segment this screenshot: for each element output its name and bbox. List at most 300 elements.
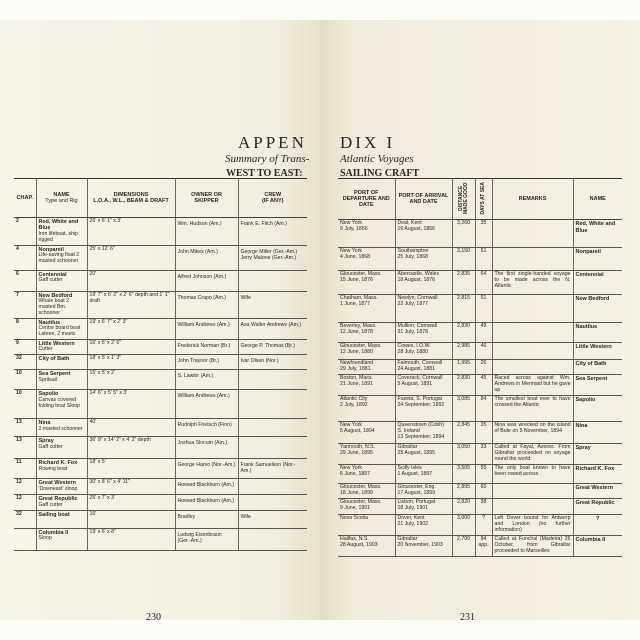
table-row (14, 419, 307, 437)
name-cell (36, 218, 87, 246)
name-cell (36, 437, 87, 459)
boat-name: City of Bath (38, 356, 70, 363)
departure-cell (338, 295, 395, 323)
column-header (238, 179, 307, 218)
chapter-cell (14, 528, 36, 550)
crew-cell (238, 270, 307, 291)
table-row (338, 375, 622, 396)
chapter-cell: 10 (14, 390, 36, 419)
dimensions-cell: 15' x 5' x 2' (87, 370, 175, 390)
chapter-cell: 8 (14, 318, 36, 339)
table-row (14, 510, 307, 528)
distance-cell: 2,835 (452, 271, 475, 295)
name-cell: Richard K. Fox (573, 465, 622, 484)
table-row (338, 536, 622, 557)
boat-type: Gaff cutter (38, 443, 63, 450)
name-cell (36, 370, 87, 390)
chapter-cell: 32 (14, 355, 36, 370)
table-row (338, 220, 622, 248)
table-row (14, 479, 307, 495)
days-cell: 51 (475, 295, 492, 323)
table-row (338, 396, 622, 422)
departure-date: 15 June, 1876 (340, 277, 373, 284)
crew-cell (238, 370, 307, 390)
remarks-cell: Left Dover bound for Antwerp and London (no further information) (492, 515, 573, 536)
column-header (338, 179, 395, 220)
boat-name: Little Western (38, 341, 75, 348)
column-title: OWNER OR (191, 191, 222, 198)
crew-cell: Frank E. Fitch (Am.) (238, 218, 307, 246)
dimensions-cell: 18' x 5' x 1' 3" (87, 355, 175, 370)
distance-cell: 3,260 (452, 220, 475, 248)
departure-port: Atlantic City (340, 396, 368, 403)
departure-date: 4 June, 1868 (340, 254, 370, 261)
departure-port: Gloucester, Mass. (340, 271, 382, 278)
name-cell: Red, White and Blue (573, 220, 622, 248)
arrival-date: 17 August, 1899 (397, 490, 435, 497)
table-row (14, 291, 307, 318)
days-cell: 35 (475, 422, 492, 444)
chapter-cell: 11 (14, 459, 36, 479)
distance-cell: 2,815 (452, 295, 475, 323)
departure-port: New York (340, 422, 362, 429)
voyages-table (338, 178, 622, 557)
crew-cell: Wife (238, 291, 307, 318)
departure-cell (338, 499, 395, 515)
column-header (573, 179, 622, 220)
boat-name: Great Western (38, 480, 76, 487)
name-cell: Little Western (573, 343, 622, 360)
column-header (475, 179, 492, 220)
arrival-port: Gibraltar (397, 536, 418, 543)
table-row (338, 271, 622, 295)
name-cell: Sapolio (573, 396, 622, 422)
arrival-date: 1 August, 1897 (397, 471, 433, 478)
owner-cell: William Andrews (Am.) (175, 390, 238, 419)
days-cell: 45 (475, 375, 492, 396)
departure-port: Boston, Mass. (340, 375, 373, 382)
crew-cell: Ivar Olsen (Nor.) (238, 355, 307, 370)
crew-cell (238, 419, 307, 437)
chapter-cell: 9 (14, 340, 36, 355)
crew-cell (238, 479, 307, 495)
column-title: REMARKS (518, 196, 547, 202)
departure-cell (338, 444, 395, 465)
table-row (14, 270, 307, 291)
departure-port: New York (340, 220, 362, 227)
dimensions-cell: 19' x 6' 7" x 2' 3" (87, 318, 175, 339)
crew-cell (238, 528, 307, 550)
arrival-cell (395, 343, 452, 360)
table-row (338, 248, 622, 271)
arrival-date: 28 July, 1880 (397, 349, 428, 356)
owner-cell: Wm. Hudson (Am.) (175, 218, 238, 246)
crew-cell: Wife (238, 510, 307, 528)
boat-name: Richard K. Fox (38, 460, 78, 467)
name-cell: Centennial (573, 271, 622, 295)
departure-port: New York (340, 248, 362, 255)
departure-date: 28 August, 1903 (340, 542, 378, 548)
column-title: DAYS AT SEA (480, 181, 486, 215)
dimensions-cell: 16' x 6' x 2' 6" (87, 340, 175, 355)
arrival-port: Gloucester, Eng. (397, 484, 436, 491)
boat-name: New Bedford (38, 292, 73, 299)
arrival-cell (395, 515, 452, 536)
chapter-cell: 13 (14, 419, 36, 437)
departure-port: Halifax, N.S. (340, 536, 369, 543)
owner-cell: John Traynor (Br.) (175, 355, 238, 370)
page-subheading: Atlantic Voyages (340, 153, 414, 165)
name-cell (36, 291, 87, 318)
boat-type: Centre board boat Lateen, 2 masts (38, 325, 81, 338)
arrival-port: Dover, Kent (397, 515, 425, 522)
boat-name: Spray (38, 438, 54, 445)
column-header (87, 179, 175, 218)
arrival-port: Scilly Isles (397, 465, 422, 472)
arrival-cell (395, 295, 452, 323)
arrival-cell (395, 271, 452, 295)
boat-type: Canvas covered folding boat Sloop (38, 396, 81, 409)
owner-cell: Rudolph Frietsch (Finn) (175, 419, 238, 437)
owner-cell: Howard Blackburn (Am.) (175, 479, 238, 495)
name-cell (36, 510, 87, 528)
departure-cell (338, 515, 395, 536)
arrival-date: 24 September, 1892 (397, 402, 445, 409)
owner-cell: Alfred Johnson (Am.) (175, 270, 238, 291)
remarks-cell (492, 484, 573, 499)
departure-cell (338, 396, 395, 422)
page-number: 230 (146, 612, 161, 623)
remarks-cell: The smallest boat ever to have crossed the Atlantic (492, 396, 573, 422)
dimensions-cell: 36' 9" x 14' 2" x 4' 2" depth (87, 437, 175, 459)
boat-name: Nautilus (38, 319, 61, 326)
arrival-cell (395, 220, 452, 248)
column-title: DIMENSIONS (113, 191, 149, 198)
departure-cell (338, 360, 395, 375)
remarks-cell (492, 295, 573, 323)
owner-cell: George Harvo (Nor.-Am.) (175, 459, 238, 479)
column-header (36, 179, 87, 218)
distance-cell: 2,985 (452, 343, 475, 360)
column-subtitle: SKIPPER (194, 198, 219, 204)
table-row (14, 318, 307, 339)
page-subheading: Summary of Trans- (225, 153, 310, 165)
table-row (14, 528, 307, 550)
departure-date: 29 June, 1895 (340, 450, 373, 457)
dimensions-cell: 40' (87, 419, 175, 437)
crew-cell (238, 495, 307, 510)
arrival-date: 20 November, 1903 (397, 542, 443, 548)
dimensions-cell: 25' x 12' 6" (87, 245, 175, 270)
departure-port: New York (340, 465, 362, 472)
arrival-cell (395, 396, 452, 422)
arrival-date: 25 August, 1895 (397, 450, 435, 457)
column-subtitle: L.O.A., W.L., BEAM & DRAFT (93, 198, 169, 204)
page-heading: APPEN (238, 133, 307, 152)
column-header (395, 179, 452, 220)
column-title: PORT OF DEPARTURE AND DATE (342, 189, 390, 209)
departure-cell (338, 343, 395, 360)
days-cell: 51 (475, 248, 492, 271)
distance-cell: 3,000 (452, 515, 475, 536)
departure-cell (338, 323, 395, 343)
owner-cell: Joshua Slocum (Am.) (175, 437, 238, 459)
boat-type: Gaff cutter (38, 276, 63, 283)
chapter-cell: 2 (14, 218, 36, 246)
departure-date: 29 July, 1881 (340, 366, 371, 373)
departure-port: Nova Scotia (340, 515, 368, 522)
table-row (14, 355, 307, 370)
name-cell (36, 270, 87, 291)
days-cell: 60 (475, 484, 492, 499)
boat-name: Centennial (38, 271, 67, 278)
distance-cell: 3,085 (452, 396, 475, 422)
boats-table (14, 178, 307, 551)
name-cell: ? (573, 515, 622, 536)
table-row (14, 495, 307, 510)
departure-port: Gloucester, Mass. (340, 484, 382, 491)
crew-cell: George Miller (Ger.-Am.) Jerry Malone (Ger.-Am.) (238, 245, 307, 270)
column-subtitle: Type and Rig (45, 198, 78, 204)
section-title: WEST TO EAST: (226, 168, 303, 179)
boat-type: 'Downeast' sloop (38, 485, 78, 492)
table-row (338, 515, 622, 536)
arrival-date: 16 August, 1866 (397, 226, 435, 233)
name-cell (36, 459, 87, 479)
arrival-cell (395, 484, 452, 499)
table-row (14, 390, 307, 419)
arrival-cell (395, 536, 452, 557)
remarks-cell (492, 248, 573, 271)
table-row (338, 343, 622, 360)
owner-cell: S. Lawlor (Am.) (175, 370, 238, 390)
distance-cell: 2,700 (452, 536, 475, 557)
departure-cell (338, 220, 395, 248)
departure-cell (338, 422, 395, 444)
boat-type: Spritsail (38, 376, 57, 383)
days-cell: 26 (475, 360, 492, 375)
remarks-cell (492, 499, 573, 515)
column-header (452, 179, 475, 220)
remarks-cell (492, 360, 573, 375)
table-row (338, 499, 622, 515)
arrival-date: 13 September, 1894 (397, 434, 445, 441)
days-cell: 46 (475, 343, 492, 360)
remarks-cell: The first single-handed voyage to be made across the N. Atlantic (492, 271, 573, 295)
column-subtitle: (IF ANY) (262, 198, 284, 204)
table-row (14, 340, 307, 355)
arrival-port: Cowes, I.O.W. (397, 343, 431, 350)
departure-date: 21 June, 1891 (340, 381, 373, 388)
arrival-date: 5 August, 1891 (397, 381, 433, 388)
boat-name: Sapolio (38, 391, 59, 398)
owner-cell: John Mikes (Am.) (175, 245, 238, 270)
name-cell (36, 355, 87, 370)
arrival-port: Abercastle, Wales (397, 271, 440, 278)
boat-type: Whale boat 2 masted Bm. schooner (38, 297, 70, 316)
table-row (338, 465, 622, 484)
departure-cell (338, 465, 395, 484)
boat-type: Life-saving float 2 masted schooner (38, 251, 80, 264)
owner-cell: Ludwig Eisenbraun (Ger.-Am.) (175, 528, 238, 550)
arrival-port: Lisbon, Portugal (397, 499, 435, 506)
name-cell: Sea Serpent (573, 375, 622, 396)
days-cell: ? (475, 515, 492, 536)
column-title: CHAP. (16, 194, 33, 201)
arrival-port: Coverack, Cornwall (397, 375, 443, 382)
days-cell: 55 (475, 465, 492, 484)
arrival-port: Falmouth, Cornwall (397, 360, 443, 367)
departure-date: 2 July, 1892 (340, 402, 368, 409)
chapter-cell: 10 (14, 370, 36, 390)
table-row (338, 360, 622, 375)
boat-type: Gaff cutter (38, 501, 63, 508)
table-row (14, 437, 307, 459)
departure-date: 1 June, 1877 (340, 301, 370, 308)
dimensions-cell: 19' x 6' x 8" (87, 528, 175, 550)
arrival-port: Southampton (397, 248, 429, 255)
crew-cell (238, 390, 307, 419)
column-header (14, 179, 36, 218)
distance-cell: 2,845 (452, 422, 475, 444)
arrival-cell (395, 360, 452, 375)
table-row (338, 295, 622, 323)
departure-port: Newfoundland (340, 360, 374, 367)
departure-cell (338, 271, 395, 295)
boat-name: Columbia II (38, 529, 69, 536)
table-row (14, 370, 307, 390)
table-row (14, 245, 307, 270)
departure-cell (338, 536, 395, 557)
arrival-cell (395, 422, 452, 444)
arrival-cell (395, 444, 452, 465)
name-cell (36, 495, 87, 510)
arrival-date: 18 July, 1901 (397, 505, 428, 512)
page-number: 231 (460, 612, 475, 623)
remarks-cell (492, 343, 573, 360)
days-cell: 49 (475, 323, 492, 343)
arrival-port: Queenstown (Cobh) S. Ireland (397, 422, 444, 435)
table-row (338, 444, 622, 465)
owner-cell: Bradley (175, 510, 238, 528)
departure-port: Chatham, Mass. (340, 295, 378, 302)
departure-date: 12 June, 1878 (340, 329, 373, 336)
departure-date: 9 July, 1866 (340, 226, 368, 233)
remarks-cell: Called at Funchal (Madeira) 26 October, from Gibraltar proceeded to Marseilles (492, 536, 573, 557)
arrival-date: 25 July, 1868 (397, 254, 428, 261)
days-cell: 84 (475, 396, 492, 422)
distance-cell: 3,505 (452, 465, 475, 484)
name-cell (36, 419, 87, 437)
dimensions-cell: 30' x 8' 6" x 4' 11" (87, 479, 175, 495)
dimensions-cell: 16' (87, 510, 175, 528)
days-cell: 33 (475, 444, 492, 465)
boat-name: Red, White and Blue (38, 219, 79, 232)
distance-cell: 3,050 (452, 444, 475, 465)
arrival-cell (395, 465, 452, 484)
boat-name: Nina (38, 420, 51, 427)
remarks-cell: The only boat known to have been rowed across (492, 465, 573, 484)
owner-cell: Howard Blackburn (Am.) (175, 495, 238, 510)
right-page (320, 20, 640, 623)
name-cell: Columbia II (573, 536, 622, 557)
name-cell (36, 340, 87, 355)
column-title: DISTANCE MADE GOOD (457, 182, 469, 214)
crew-cell (238, 437, 307, 459)
name-cell: New Bedford (573, 295, 622, 323)
arrival-date: 18 August, 1876 (397, 277, 435, 284)
arrival-cell (395, 323, 452, 343)
dimensions-cell: 26' x 6' 1" x 3' (87, 218, 175, 246)
departure-port: Gloucester, Mass. (340, 343, 382, 350)
chapter-cell: 12 (14, 495, 36, 510)
boat-name: Great Republic (38, 496, 78, 503)
name-cell: Nautilus (573, 323, 622, 343)
departure-cell (338, 375, 395, 396)
boat-name: Sea Serpent (38, 371, 71, 378)
chapter-cell: 4 (14, 245, 36, 270)
arrival-cell (395, 499, 452, 515)
table-row (14, 218, 307, 246)
remarks-cell (492, 323, 573, 343)
name-cell (36, 318, 87, 339)
crew-cell: Asa Walter Andrews (Am.) (238, 318, 307, 339)
name-cell: Great Republic (573, 499, 622, 515)
departure-cell (338, 248, 395, 271)
days-cell: 38 (475, 499, 492, 515)
left-page (0, 20, 320, 623)
dimensions-cell: 14' 6" x 5' 5" x 3' (87, 390, 175, 419)
owner-cell: Thomas Crapo (Am.) (175, 291, 238, 318)
distance-cell: 1,995 (452, 360, 475, 375)
arrival-port: Gibraltar (397, 444, 418, 451)
chapter-cell: 32 (14, 510, 36, 528)
column-header (492, 179, 573, 220)
departure-date: 18 June, 1899 (340, 490, 373, 497)
departure-date: 5 August, 1894 (340, 428, 375, 435)
departure-date: 9 June, 1901 (340, 505, 370, 512)
departure-cell (338, 484, 395, 499)
boat-name: Nonpareil (38, 246, 64, 253)
name-cell (36, 245, 87, 270)
departure-port: Yarmouth, N.S. (340, 444, 376, 451)
distance-cell: 2,820 (452, 499, 475, 515)
boat-type: 2 masted schooner (38, 425, 83, 432)
owner-cell: William Andrews (Am.) (175, 318, 238, 339)
chapter-cell: 12 (14, 479, 36, 495)
chapter-cell: 7 (14, 291, 36, 318)
arrival-date: 21 July, 1902 (397, 521, 428, 528)
departure-date: 12 June, 1880 (340, 349, 373, 356)
days-cell: 35 (475, 220, 492, 248)
name-cell (36, 390, 87, 419)
arrival-date: 22 July, 1877 (397, 301, 428, 308)
name-cell: Nina (573, 422, 622, 444)
dimensions-cell: 19' 7" x 6' 2" x 2' 6" depth and 1' 1" draft (87, 291, 175, 318)
page-heading: DIX I (340, 133, 396, 152)
arrival-port: Deal, Kent (397, 220, 422, 227)
remarks-cell: Raced across against Wm. Andrews in Mermaid but he gave up (492, 375, 573, 396)
departure-port: Gloucester, Mass. (340, 499, 382, 506)
table-row (338, 484, 622, 499)
column-header (175, 179, 238, 218)
section-title: SAILING CRAFT (340, 168, 420, 179)
name-cell: Great Western (573, 484, 622, 499)
column-title: CREW (264, 191, 282, 198)
boat-type: Cutter (38, 346, 53, 353)
table-row (338, 422, 622, 444)
name-cell (36, 479, 87, 495)
